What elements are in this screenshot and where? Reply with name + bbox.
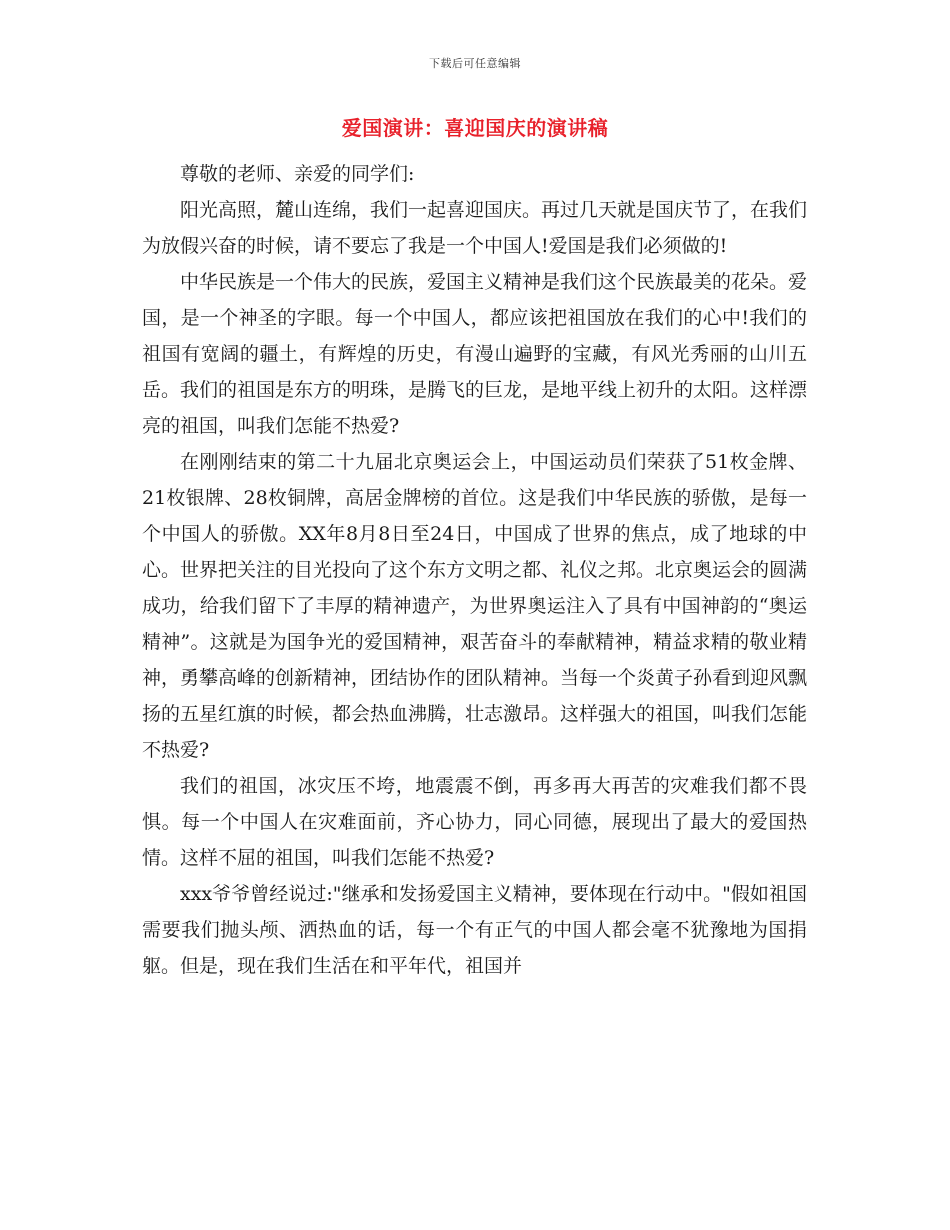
document-title: 爱国演讲：喜迎国庆的演讲稿 bbox=[341, 116, 609, 140]
paragraph-opening: 阳光高照，麓山连绵，我们一起喜迎国庆。再过几天就是国庆节了，在我们为放假兴奋的时候，请不要忘了我是一个中国人!爱国是我们必须做的! bbox=[142, 199, 808, 257]
paragraph-quote: xxx爷爷曾经说过:"继承和发扬爱国主义精神，要体现在行动中。"假如祖国需要我们抛头颅、洒热血的话，每一个有正气的中国人都会毫不犹豫地为国捐躯。但是，现在我们生活在和平年代，祖国并 bbox=[142, 883, 807, 977]
speech-body bbox=[142, 156, 807, 984]
paragraph-nation: 中华民族是一个伟大的民族，爱国主义精神是我们这个民族最美的花朵。爱国，是一个神圣的字眼。每一个中国人，都应该把祖国放在我们的心中!我们的祖国有宽阔的疆土，有辉煌的历史，有漫山遍野的宝藏，有风光秀丽的山川五岳。我们的祖国是东方的明珠，是腾飞的巨龙，是地平线上初升的太阳。这样漂亮的祖国，叫我们怎能不热爱? bbox=[142, 271, 808, 437]
paragraph-disasters: 我们的祖国，冰灾压不垮，地震震不倒，再多再大再苦的灾难我们都不畏惧。每一个中国人在灾难面前，齐心协力，同心同德，展现出了最大的爱国热情。这样不屈的祖国，叫我们怎能不热爱? bbox=[142, 775, 807, 869]
header-note: 下载后可任意编辑 bbox=[429, 57, 521, 70]
paragraph-salutation: 尊敬的老师、亲爱的同学们: bbox=[180, 163, 415, 185]
paragraph-olympics: 在刚刚结束的第二十九届北京奥运会上，中国运动员们荣获了51枚金牌、21枚银牌、28枚铜牌，高居金牌榜的首位。这是我们中华民族的骄傲，是每一个中国人的骄傲。XX年8月8日至24日，中国成了世界的焦点，成了地球的中心。世界把关注的目光投向了这个东方文明之都、礼仪之邦。北京奥运会的圆满成功，给我们留下了丰厚的精神遗产，为世界奥运注入了具有中国神韵的“奥运精神”。这就是为国争光的爱国精神，艰苦奋斗的奉献精神，精益求精的敬业精神，勇攀高峰的创新精神，团结协作的团队精神。当每一个炎黄子孙看到迎风飘扬的五星红旗的时候，都会热血沸腾，壮志激昂。这样强大的祖国，叫我们怎能不热爱? bbox=[142, 451, 808, 761]
